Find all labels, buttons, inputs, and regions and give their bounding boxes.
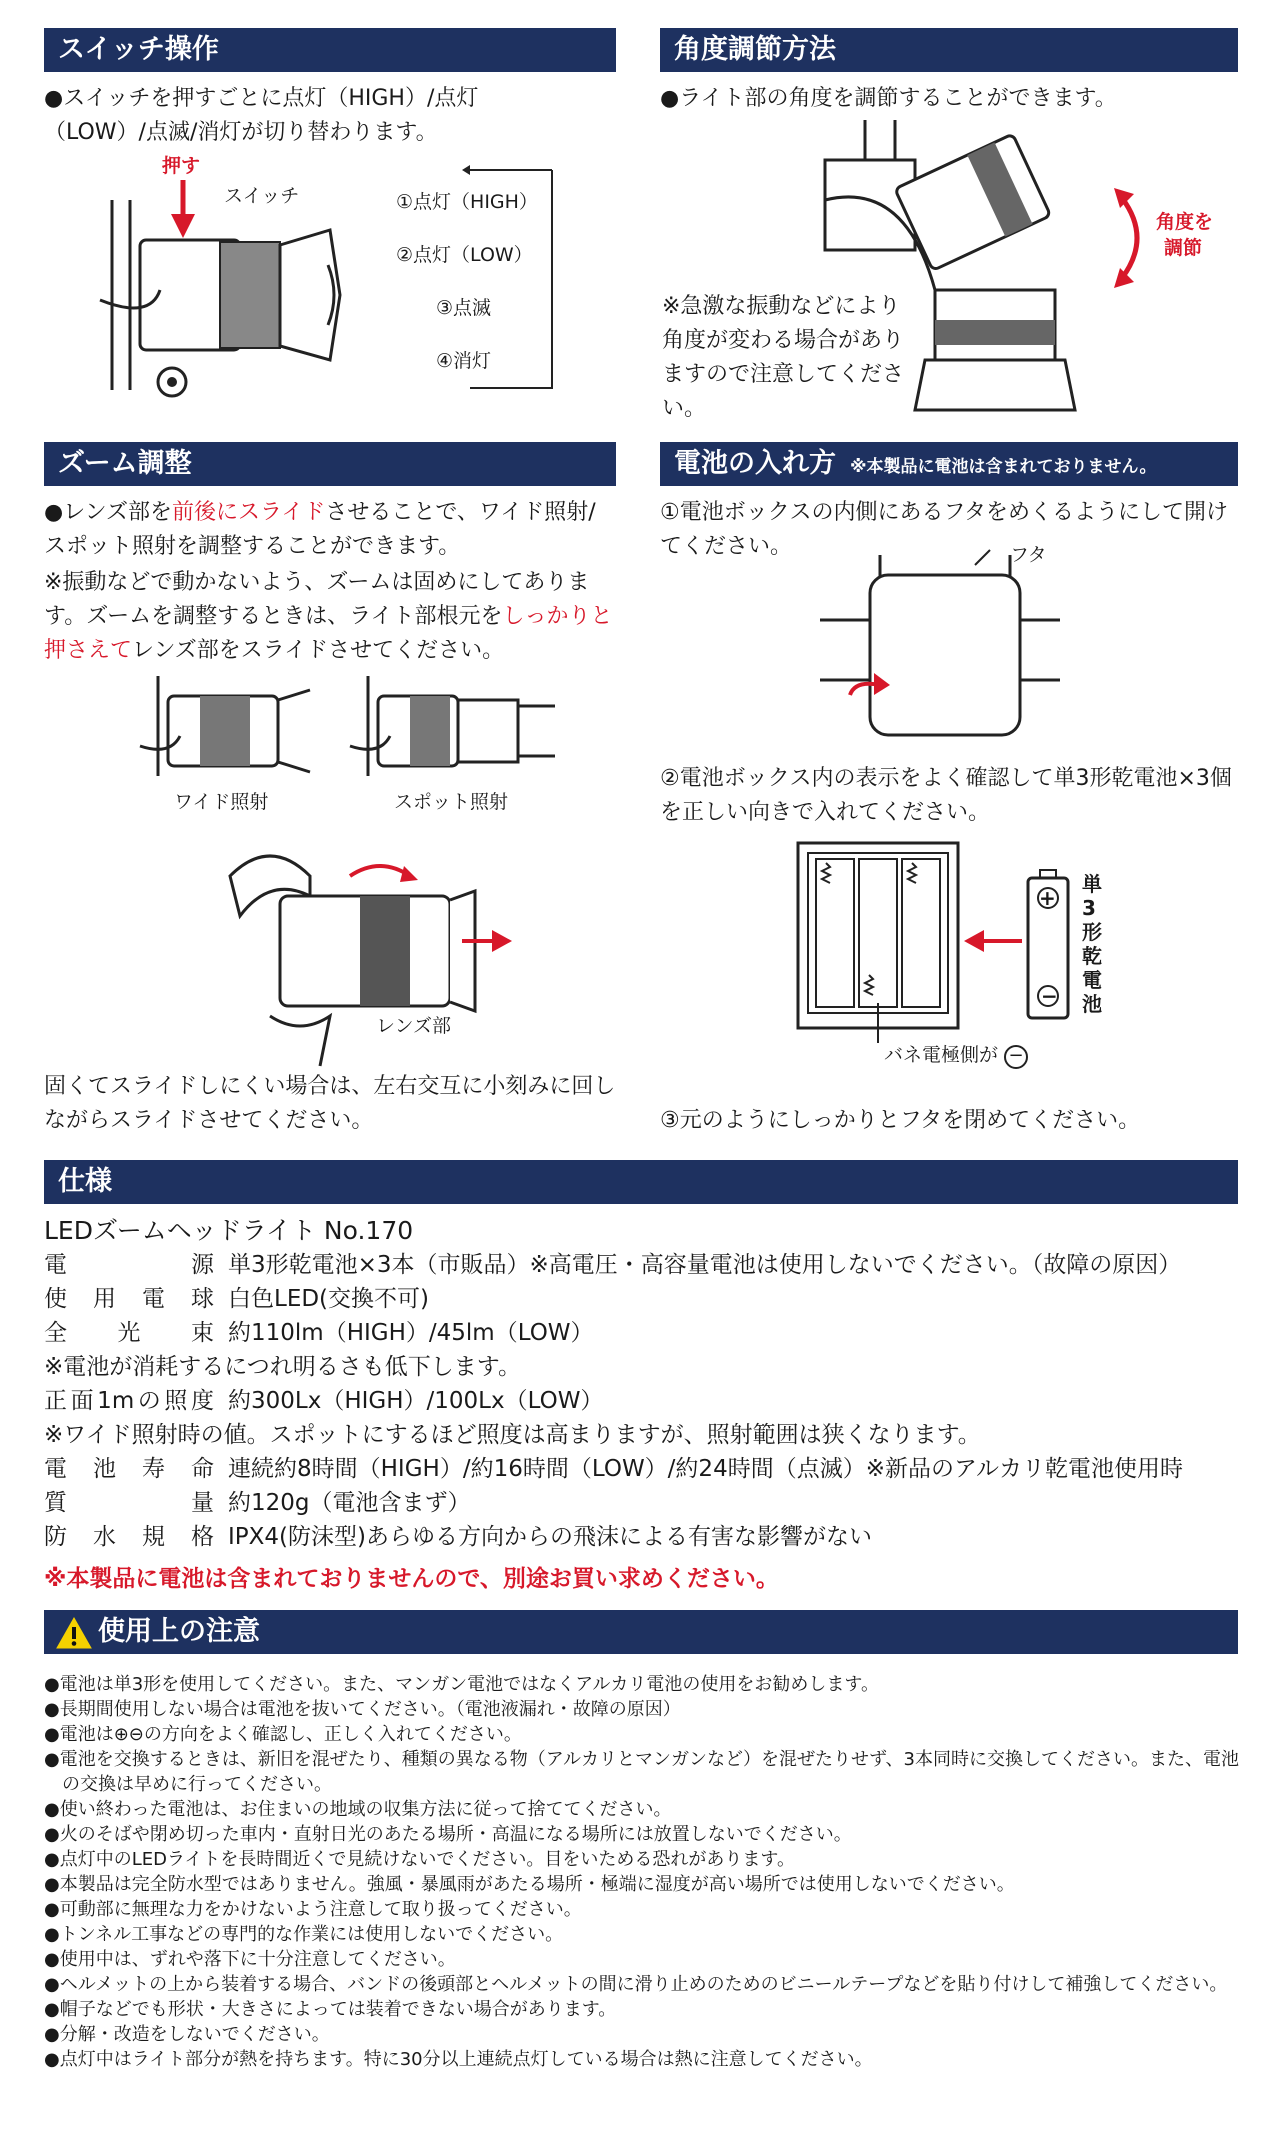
spec-key: 全光束: [44, 1320, 214, 1346]
angle-adjust-arrow-icon: [1112, 188, 1152, 288]
angle-label-2: 調節: [1164, 237, 1203, 259]
spec-value: IPX4(防沫型)あらゆる方向からの飛沫による有害な影響がない: [228, 1524, 872, 1550]
caution-list: [44, 1672, 1244, 2072]
mode-low: ②点灯（LOW）: [396, 244, 533, 266]
spec-key: 電源: [44, 1252, 214, 1278]
mode-blink: ③点滅: [436, 297, 492, 319]
caution-item: ●トンネル工事などの専門的な作業には使用しないでください。: [44, 1924, 564, 1945]
angle-note: ※急激な振動などにより角度が変わる場合がありますので注意してください。: [662, 294, 905, 421]
wide-beam-illustration: [140, 676, 330, 786]
spec-value: 約110lm（HIGH）/45lm（LOW）: [228, 1320, 594, 1346]
battery-plus-sign: +: [1039, 886, 1056, 910]
battery-minus-sign: −: [1041, 984, 1058, 1008]
zoom-note: ※振動などで動かないよう、ズームは固めにしてあります。ズームを調整するときは、ライト部根元をしっかりと押さえてレンズ部をスライドさせてください。: [44, 570, 613, 663]
spec-product-name: LEDズームヘッドライト No.170: [44, 1216, 414, 1245]
spec-key: 使用電球: [44, 1286, 214, 1312]
caution-item: ●火のそばや閉め切った車内・直射日光のあたる場所・高温になる場所には放置しないでください。: [44, 1824, 852, 1845]
switch-label: スイッチ: [224, 185, 300, 207]
spec-row: [44, 1316, 594, 1350]
spec-warning: ※本製品に電池は含まれておりませんので、別途お買い求めください。: [44, 1566, 779, 1592]
battery-type-label: 単3形乾電池: [1082, 872, 1102, 1016]
spec-value: 約120g（電池含まず）: [228, 1490, 471, 1516]
section-header-angle: 角度調節方法: [660, 28, 1238, 72]
spec-row: [44, 1384, 603, 1418]
mode-high: ①点灯（HIGH）: [396, 191, 538, 213]
angle-label-1: 角度を: [1156, 211, 1214, 233]
lens-label: レンズ部: [376, 1015, 451, 1037]
spec-key: 正面1mの照度: [44, 1388, 214, 1414]
warning-icon: [56, 1617, 92, 1649]
spot-beam-illustration: [350, 676, 560, 786]
battery-step-1: ①電池ボックスの内側にあるフタをめくるようにして開けてください。: [660, 500, 1228, 559]
caution-item: ●分解・改造をしないでください。: [44, 2024, 330, 2045]
spec-row: [44, 1452, 1183, 1486]
slide-right-arrow-icon: [462, 928, 512, 954]
spec-row: [44, 1486, 471, 1520]
zoom-description: ●レンズ部を前後にスライドさせることで、ワイド照射/スポット照射を調整することができます。: [44, 500, 596, 559]
spring-label: バネ電極側が −: [884, 1043, 1028, 1069]
caution-item: ●使用中は、ずれや落下に十分注意してください。: [44, 1949, 456, 1970]
section-header-zoom: ズーム調整: [44, 442, 616, 486]
spec-value: ※ワイド照射時の値。スポットにするほど照度は高まりますが、照射範囲は狭くなります。: [44, 1422, 981, 1448]
section-header-switch: スイッチ操作: [44, 28, 616, 72]
spec-key: 電池寿命: [44, 1456, 214, 1482]
caution-item: ●本製品は完全防水型ではありません。強風・暴風雨があたる場所・極端に湿度が高い場所では使用しないでください。: [44, 1874, 1015, 1895]
lid-label: フタ: [1010, 544, 1047, 566]
caution-item: ●可動部に無理な力をかけないよう注意して取り扱ってください。: [44, 1899, 582, 1920]
zoom-tip: 固くてスライドしにくい場合は、左右交互に小刻みに回しながらスライドさせてください。: [44, 1074, 616, 1133]
caution-item: ●電池を交換するときは、新旧を混ぜたり、種類の異なる物（アルカリとマンガンなど）を混ぜたりせず、3本同時に交換してください。また、電池の交換は早めに行ってください。: [44, 1749, 1239, 1795]
section-header-battery: 電池の入れ方 ※本製品に電池は含まれておりません。: [660, 442, 1238, 486]
insert-arrow-icon: [962, 928, 1022, 954]
caution-item: ●点灯中のLEDライトを長時間近くで見続けないでください。目をいためる恐れがあります。: [44, 1849, 795, 1870]
caution-item: ●ヘルメットの上から装着する場合、バンドの後頭部とヘルメットの間に滑り止めのためのビニールテープなどを貼り付けして補強してください。: [44, 1974, 1228, 1995]
spec-row: [44, 1520, 872, 1554]
spec-key: 質量: [44, 1490, 214, 1516]
mode-off: ④消灯: [436, 350, 492, 372]
spec-row: [44, 1418, 981, 1452]
spec-value: 連続約8時間（HIGH）/約16時間（LOW）/約24時間（点滅）※新品のアルカリ乾電池使用時: [228, 1456, 1184, 1482]
minus-icon: −: [1004, 1045, 1028, 1069]
caution-item: ●点灯中はライト部分が熱を持ちます。特に30分以上連続点灯している場合は熱に注意してください。: [44, 2049, 873, 2070]
caution-item: ●電池は⊕⊖の方向をよく確認し、正しく入れてください。: [44, 1724, 522, 1745]
caution-item: ●使い終わった電池は、お住まいの地域の収集方法に従って捨ててください。: [44, 1799, 672, 1820]
battery-step-3: ③元のようにしっかりとフタを閉めてください。: [660, 1108, 1141, 1133]
spec-key: 防水規格: [44, 1524, 214, 1550]
battery-step-2: ②電池ボックス内の表示をよく確認して単3形乾電池×3個を正しい向きで入れてください。: [660, 766, 1232, 825]
spec-value: 約300Lx（HIGH）/100Lx（LOW）: [228, 1388, 604, 1414]
caution-item: ●帽子などでも形状・大きさによっては装着できない場合があります。: [44, 1999, 617, 2020]
spec-value: ※電池が消耗するにつれ明るさも低下します。: [44, 1354, 521, 1380]
switch-description: ●スイッチを押すごとに点灯（HIGH）/点灯（LOW）/点滅/消灯が切り替わります。: [44, 86, 479, 145]
battery-box-illustration: [798, 843, 968, 1033]
spec-row: [44, 1282, 429, 1316]
press-label: 押す: [162, 155, 201, 177]
spot-beam-label: スポット照射: [394, 791, 509, 813]
press-arrow-icon: [168, 180, 198, 240]
caution-item: ●長期間使用しない場合は電池を抜いてください。（電池液漏れ・故障の原因）: [44, 1699, 681, 1720]
angle-description: ●ライト部の角度を調節することができます。: [660, 86, 1117, 111]
spec-value: 白色LED(交換不可): [228, 1286, 430, 1312]
spec-row: [44, 1248, 1181, 1282]
spec-row: [44, 1350, 521, 1384]
section-header-caution: 使用上の注意: [44, 1610, 1238, 1654]
section-header-spec: 仕様: [44, 1160, 1238, 1204]
caution-item: ●電池は単3形を使用してください。また、マンガン電池ではなくアルカリ電池の使用をお勧めします。: [44, 1674, 879, 1695]
wide-beam-label: ワイド照射: [174, 791, 269, 813]
spec-value: 単3形乾電池×3本（市販品）※高電圧・高容量電池は使用しないでください。（故障の原因）: [228, 1252, 1182, 1278]
battery-lid-illustration: [810, 545, 1060, 735]
